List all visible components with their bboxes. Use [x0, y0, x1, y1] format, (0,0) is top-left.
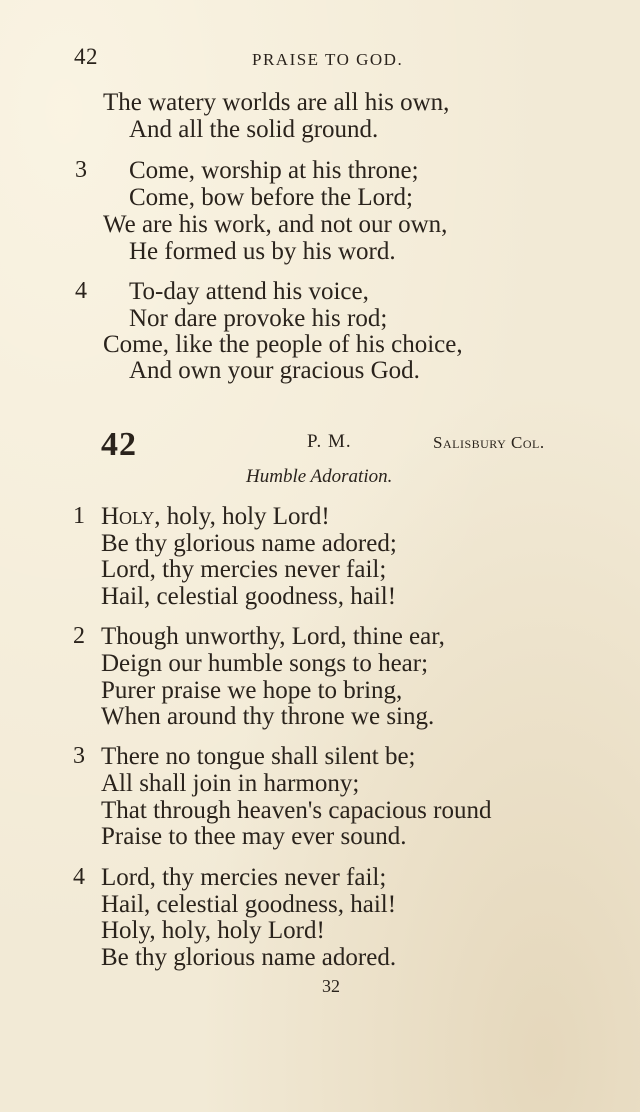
- hymn-meter: P. M.: [307, 431, 352, 452]
- stanza-number: 2: [73, 623, 85, 649]
- signature-mark: 32: [322, 976, 340, 996]
- verse-line: Lord, thy mercies never fail;: [101, 864, 387, 891]
- verse-line: Though unworthy, Lord, thine ear,: [101, 623, 445, 650]
- verse-line: That through heaven's capacious round: [101, 797, 492, 824]
- verse-line: Purer praise we hope to bring,: [101, 677, 403, 704]
- verse-line: To-day attend his voice,: [129, 278, 369, 305]
- first-word: Holy: [101, 503, 155, 530]
- verse-line: There no tongue shall silent be;: [101, 743, 416, 770]
- verse-line: Come, like the people of his choice,: [103, 331, 463, 358]
- verse-line: Hail, celestial goodness, hail!: [101, 583, 397, 610]
- hymn-title: Humble Adoration.: [246, 466, 393, 487]
- stanza-number: 3: [75, 157, 87, 183]
- verse-line: Come, worship at his throne;: [129, 157, 419, 184]
- stanza-number: 1: [73, 503, 85, 529]
- stanza-number: 4: [75, 278, 87, 304]
- page-number: 42: [74, 44, 98, 69]
- verse-line: The watery worlds are all his own,: [103, 89, 450, 116]
- stanza-number: 3: [73, 743, 85, 769]
- verse-line: Be thy glorious name adored;: [101, 530, 397, 557]
- verse-line: Nor dare provoke his rod;: [129, 305, 388, 332]
- verse-line: All shall join in harmony;: [101, 770, 360, 797]
- verse-line: And all the solid ground.: [129, 116, 379, 143]
- hymn-number: 42: [101, 426, 137, 463]
- verse-line: We are his work, and not our own,: [103, 211, 448, 238]
- verse-line: He formed us by his word.: [129, 238, 396, 265]
- verse-line: Come, bow before the Lord;: [129, 184, 413, 211]
- verse-line: Be thy glorious name adored.: [101, 944, 397, 971]
- verse-line: And own your gracious God.: [129, 357, 420, 384]
- first-line-rest: , holy, holy Lord!: [154, 503, 330, 530]
- stanza-number: 4: [73, 864, 85, 890]
- verse-line: Deign our humble songs to hear;: [101, 650, 429, 677]
- verse-line: Lord, thy mercies never fail;: [101, 556, 387, 583]
- verse-line: Hail, celestial goodness, hail!: [101, 891, 397, 918]
- verse-line: Praise to thee may ever sound.: [101, 823, 407, 850]
- verse-line: [101, 503, 330, 530]
- verse-line: Holy, holy, holy Lord!: [101, 917, 325, 944]
- hymn-tune: Salisbury Col.: [433, 433, 545, 452]
- verse-line: When around thy throne we sing.: [101, 703, 435, 730]
- running-head: PRAISE TO GOD.: [252, 50, 404, 69]
